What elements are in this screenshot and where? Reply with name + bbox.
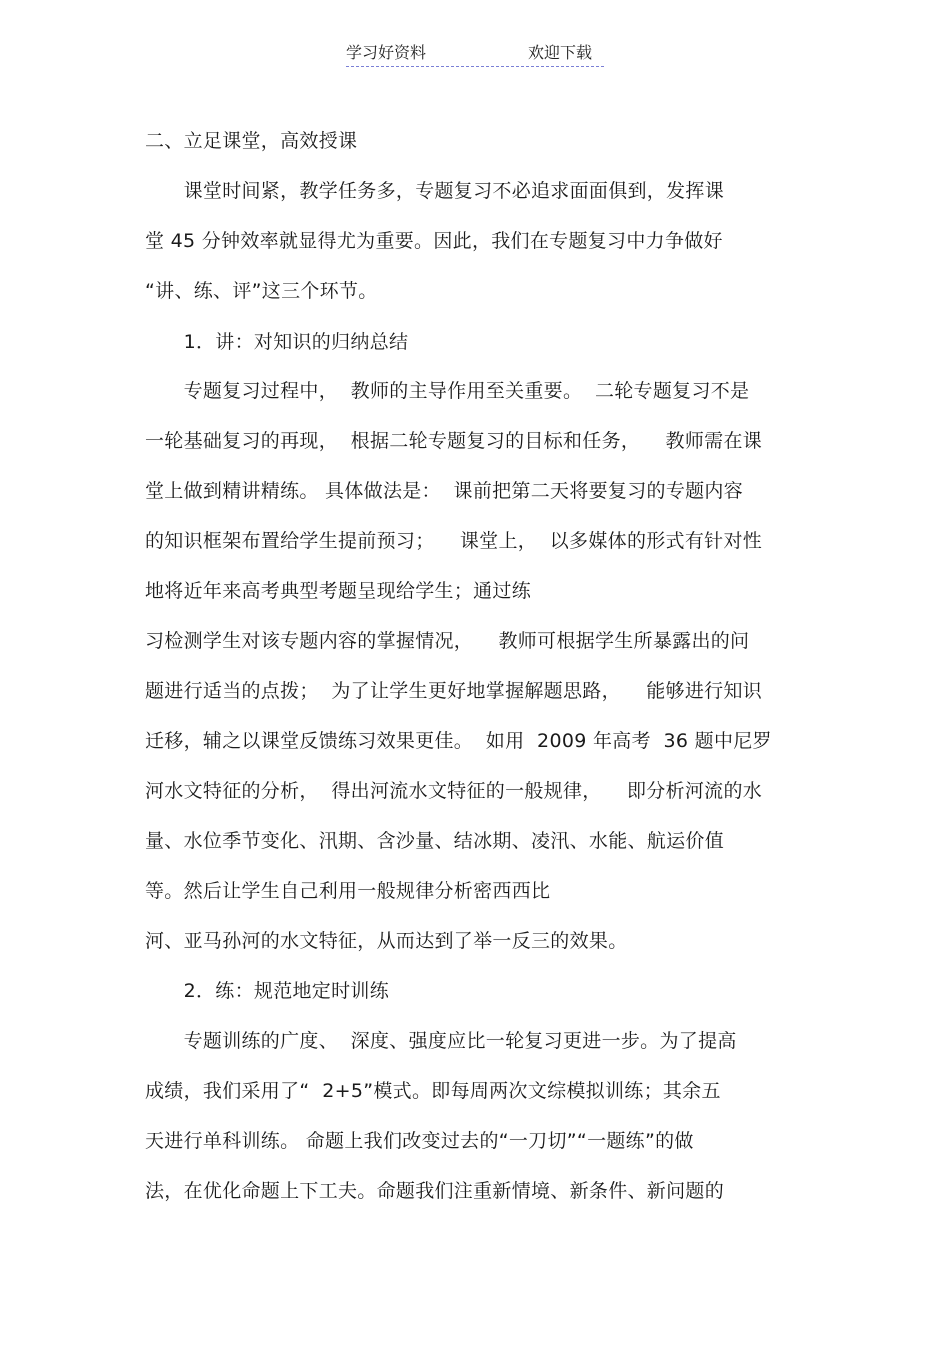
paragraph-line: 等。然后让学生自己利用一般规律分析密西西比 <box>145 880 551 902</box>
paragraph-line: 河、亚马孙河的水文特征，从而达到了举一反三的效果。 <box>145 930 628 952</box>
paragraph-line: 习检测学生对该专题内容的掌握情况， 教师可根据学生所暴露出的问 <box>145 630 750 652</box>
paragraph-line: 河水文特征的分析， 得出河流水文特征的一般规律， 即分析河流的水 <box>145 780 763 802</box>
paragraph-line: 题进行适当的点拨； 为了让学生更好地掌握解题思路， 能够进行知识 <box>145 680 763 702</box>
paragraph-line: 专题复习过程中， 教师的主导作用至关重要。 二轮专题复习不是 <box>145 380 750 402</box>
header-right-text: 欢迎下载 <box>528 43 593 62</box>
paragraph-line: 迁移，辅之以课堂反馈练习效果更佳。 如用 2009 年高考 36 题中尼罗 <box>145 730 772 752</box>
paragraph-line: 堂 45 分钟效率就显得尤为重要。因此，我们在专题复习中力争做好 <box>145 230 723 252</box>
paragraph-line: 专题训练的广度、 深度、强度应比一轮复习更进一步。为了提高 <box>145 1030 737 1052</box>
paragraph-line: 地将近年来高考典型考题呈现给学生；通过练 <box>145 580 532 602</box>
header-left-text: 学习好资料 <box>346 43 427 62</box>
paragraph-line: 堂上做到精讲精练。 具体做法是： 课前把第二天将要复习的专题内容 <box>145 480 744 502</box>
paragraph-line: “讲、练、评”这三个环节。 <box>145 280 378 302</box>
page-header <box>346 40 604 67</box>
paragraph-line: 成绩，我们采用了“ 2+5”模式。即每周两次文综模拟训练；其余五 <box>145 1080 721 1102</box>
paragraph-line: 一轮基础复习的再现， 根据二轮专题复习的目标和任务， 教师需在课 <box>145 430 763 452</box>
paragraph-line: 法，在优化命题上下工夫。命题我们注重新情境、新条件、新问题的 <box>145 1180 725 1202</box>
paragraph-line: 的知识框架布置给学生提前预习； 课堂上， 以多媒体的形式有针对性 <box>145 530 763 552</box>
subsection-heading: 1．讲：对知识的归纳总结 <box>145 331 409 353</box>
section-heading: 二、立足课堂，高效授课 <box>145 130 358 152</box>
paragraph-line: 量、水位季节变化、汛期、含沙量、结冰期、凌汛、水能、航运价值 <box>145 830 725 852</box>
paragraph-line: 课堂时间紧，教学任务多，专题复习不必追求面面俱到，发挥课 <box>145 180 725 202</box>
subsection-heading: 2．练：规范地定时训练 <box>145 980 389 1002</box>
paragraph-line: 天进行单科训练。 命题上我们改变过去的“一刀切”“一题练”的做 <box>145 1130 694 1152</box>
